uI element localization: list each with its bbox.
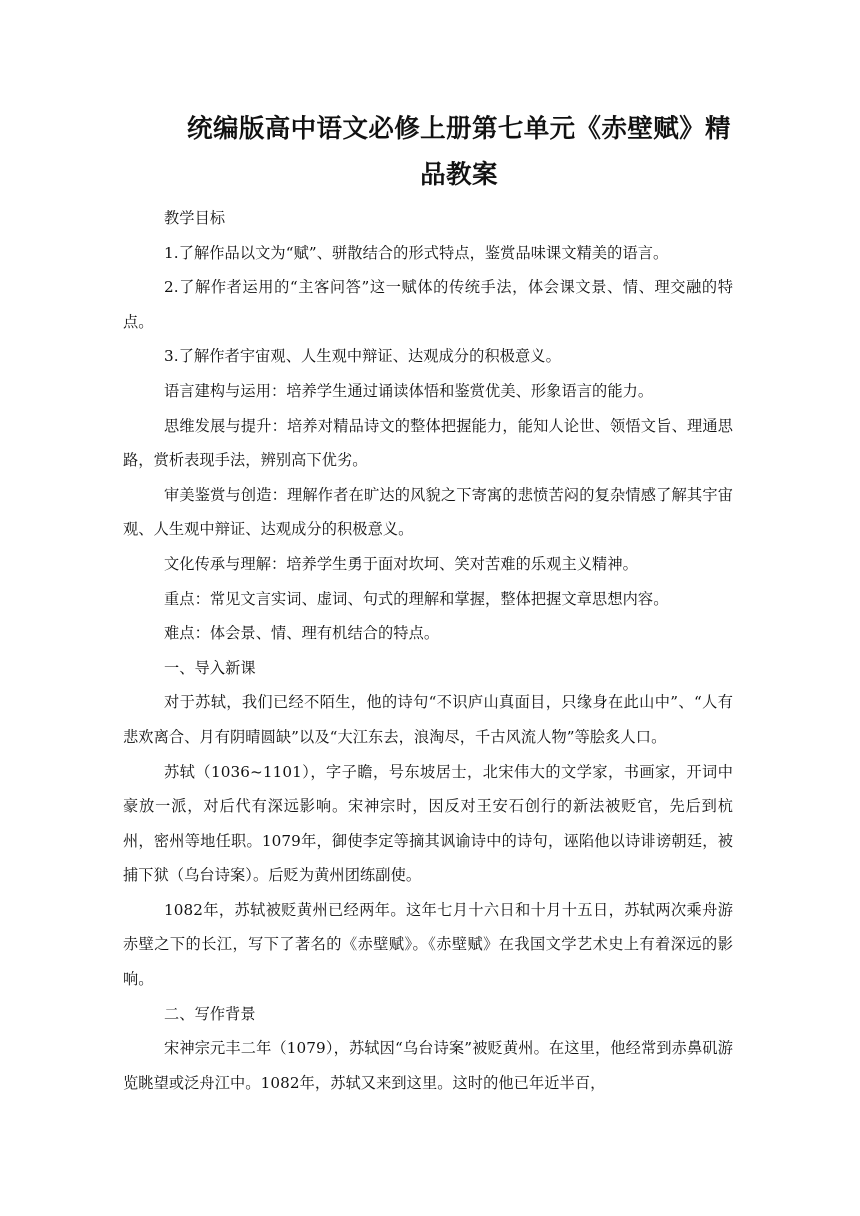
paragraph-goal-3: 3.了解作者宇宙观、人生观中辩证、达观成分的积极意义。 xyxy=(164,347,561,366)
paragraph-aesthetic-competency: 审美鉴赏与创造：理解作者在旷达的风貌之下寄寓的悲愤苦闷的复杂情感了解其宇宙观、人生观中辩证、达观成分的积极意义。 xyxy=(123,485,733,539)
section-heading-introduction: 一、导入新课 xyxy=(164,658,256,677)
paragraph-difficult-points: 难点：体会景、情、理有机结合的特点。 xyxy=(164,624,440,643)
paragraph-1082-background: 1082年，苏轼被贬黄州已经两年。这年七月十六日和十月十五日，苏轼两次乘舟游赤壁之下的长江，写下了著名的《赤壁赋》。《赤壁赋》在我国文学艺术史上有着深远的影响。 xyxy=(123,900,733,989)
paragraph-writing-background: 宋神宗元丰二年（1079），苏轼因“乌台诗案”被贬黄州。在这里，他经常到赤鼻矶游览眺望或泛舟江中。1082年，苏轼又来到这里。这时的他已年近半百， xyxy=(123,1039,733,1092)
paragraph-thinking-competency: 思维发展与提升：培养对精品诗文的整体把握能力，能知人论世、领悟文旨、理通思路，赏析表现手法，辨别高下优劣。 xyxy=(123,416,733,470)
paragraph-language-competency: 语言建构与运用：培养学生通过诵读体悟和鉴赏优美、形象语言的能力。 xyxy=(164,381,654,400)
paragraph-culture-competency: 文化传承与理解：培养学生勇于面对坎坷、笑对苦难的乐观主义精神。 xyxy=(164,554,638,573)
document-page xyxy=(123,106,733,1100)
paragraph-goal-1: 1.了解作品以文为“赋”、骈散结合的形式特点，鉴赏品味课文精美的语言。 xyxy=(164,243,669,262)
document-body xyxy=(123,201,733,1100)
section-heading-writing-background: 二、写作背景 xyxy=(164,1004,256,1023)
paragraph-su-shi-biography: 苏轼（1036~1101），字子瞻，号东坡居士，北宋伟大的文学家，书画家，开词中豪放一派，对后代有深远影响。宋神宗时，因反对王安石创行的新法被贬官，先后到杭州，密州等地任职。1079年，御使李定等摘其讽谕诗中的诗句，诬陷他以诗诽谤朝廷，被捕下狱（乌台诗案）。后贬为黄州团练副使。 xyxy=(123,762,733,885)
paragraph-key-points: 重点：常见文言实词、虚词、句式的理解和掌握，整体把握文章思想内容。 xyxy=(164,589,669,608)
document-title: 统编版高中语文必修上册第七单元《赤壁赋》精品教案 xyxy=(187,114,731,190)
paragraph-goal-2: 2.了解作者运用的“主客问答”这一赋体的传统手法，体会课文景、情、理交融的特点。 xyxy=(123,278,733,331)
paragraph-teaching-goals-heading: 教学目标 xyxy=(164,209,226,227)
paragraph-intro-su-shi-poems: 对于苏轼，我们已经不陌生，他的诗句“不识庐山真面目，只缘身在此山中”、“人有悲欢离合、月有阴晴圆缺”以及“大江东去，浪淘尽，千古风流人物”等脍炙人口。 xyxy=(123,693,733,746)
